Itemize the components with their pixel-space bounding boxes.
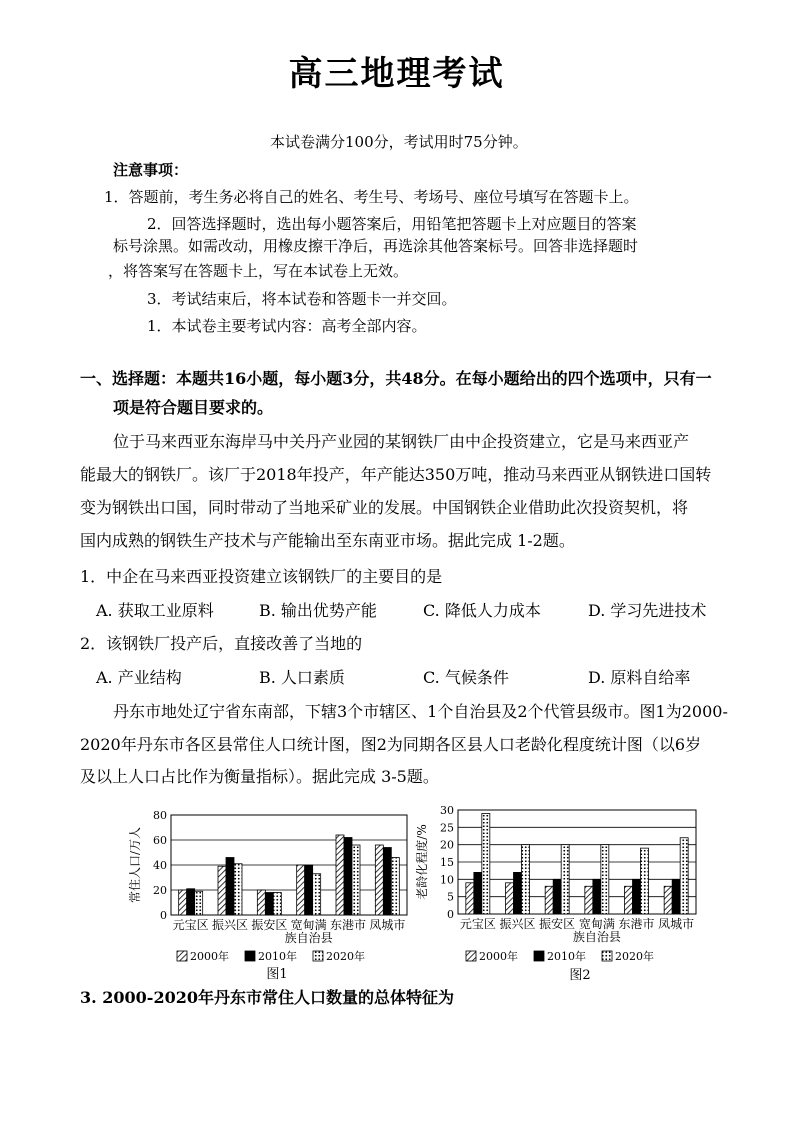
bar-2020年 [234,864,242,915]
bar-2000年 [506,883,514,914]
bar-2020年 [352,845,360,915]
y-tick-label: 0 [447,908,454,921]
aging-chart [412,800,712,990]
bar-2010年 [514,872,522,914]
legend-swatch [245,951,255,961]
x-tick-label: 族自治县 [572,930,621,944]
notice-item: ，将答案写在答题卡上，写在本试卷上无效。 [108,262,409,280]
y-tick-label: 5 [447,890,454,904]
bar-2010年 [593,879,601,914]
bar-2020年 [482,813,490,914]
passage-line: 2020年丹东市各区县常住人口统计图，图2为同期各区县人口老龄化程度统计图（以6岁 [80,735,702,754]
bar-2000年 [545,886,553,914]
bar-2000年 [625,886,633,914]
bar-2010年 [672,879,680,914]
legend-label: 2010年 [547,950,586,963]
bar-2010年 [305,865,313,915]
option-a: A. 获取工业原料 [96,601,214,620]
bar-2000年 [336,835,344,915]
x-tick-label: 族自治县 [284,931,333,945]
legend-label: 2000年 [479,950,518,963]
y-tick-label: 20 [440,838,454,852]
option-a: A. 产业结构 [96,668,182,687]
option-b: B. 人口素质 [259,668,345,687]
notice-item: 1．答题前，考生务必将自己的姓名、考生号、考场号、座位号填写在答题卡上。 [104,188,639,206]
notice-item: 标号涂黑。如需改动，用橡皮擦干净后，再选涂其他答案标号。回答非选择题时 [113,237,639,255]
passage-line: 丹东市地处辽宁省东南部，下辖3个市辖区、1个自治县及2个代管县级市。图1为2000- [113,702,728,721]
bar-2000年 [585,886,593,914]
bar-2020年 [273,893,281,916]
population-chart [125,800,425,990]
bar-2020年 [391,858,399,916]
y-tick-label: 80 [153,809,167,822]
page-title: 高三地理考试 [288,54,505,94]
bar-2010年 [226,858,234,916]
x-tick-label: 东港市 [329,918,367,932]
bar-2020年 [601,845,609,914]
y-tick-label: 25 [440,821,454,835]
bar-2010年 [383,848,391,916]
legend-swatch [313,951,323,961]
notice-heading: 注意事项： [113,161,189,179]
x-tick-label: 振安区 [539,917,576,931]
x-tick-label: 凤城市 [658,917,695,931]
y-tick-label: 30 [440,804,454,817]
section-heading-cont: 项是符合题目要求的。 [113,398,274,417]
bar-2010年 [344,838,352,916]
figure-caption: 图2 [569,968,591,983]
bar-2020年 [522,845,530,914]
passage-line: 及以上人口占比作为衡量指标）。据此完成 3-5题。 [80,767,439,786]
option-c: C. 降低人力成本 [423,601,541,620]
x-tick-label: 振兴区 [499,917,536,931]
passage-line: 变为钢铁出口国，同时带动了当地采矿业的发展。中国钢铁企业借助此次投资契机，将 [80,498,689,517]
x-tick-label: 宽甸满 [578,917,615,931]
option-d: D. 原料自给率 [588,668,691,687]
bar-2000年 [466,883,474,914]
question-stem: 3. 2000-2020年丹东市常住人口数量的总体特征为 [80,988,454,1007]
x-tick-label: 振兴区 [211,918,249,932]
bar-2000年 [297,865,305,915]
x-tick-label: 凤城市 [369,918,406,932]
notice-item: 3．考试结束后，将本试卷和答题卡一并交回。 [147,290,457,308]
bar-2020年 [561,845,569,914]
y-tick-label: 15 [440,856,454,869]
bar-2000年 [257,890,265,915]
option-d: D. 学习先进技术 [588,601,707,620]
legend-swatch [602,951,612,961]
x-tick-label: 东港市 [618,917,655,931]
legend-swatch [534,951,544,961]
notice-item: 1．本试卷主要考试内容：高考全部内容。 [147,317,427,335]
y-tick-label: 60 [153,834,167,847]
legend-swatch [466,951,476,961]
question-stem: 2．该钢铁厂投产后，直接改善了当地的 [80,634,363,653]
bar-2000年 [218,866,226,915]
notice-item: 2．回答选择题时，选出每小题答案后，用铅笔把答题卡上对应题目的答案 [147,215,637,233]
x-tick-label: 宽甸满 [290,918,327,932]
y-tick-label: 40 [153,859,167,872]
y-axis-label: 老龄化程度/% [415,824,429,900]
legend-label: 2020年 [326,950,365,963]
y-axis-label: 常住人口/万人 [128,826,142,904]
option-b: B. 输出优势产能 [259,601,377,620]
bar-2010年 [187,889,195,915]
legend-label: 2010年 [258,950,297,963]
x-tick-label: 振安区 [251,918,288,932]
bar-2020年 [641,848,649,914]
y-tick-label: 20 [153,884,167,897]
figure-caption: 图1 [266,967,288,982]
bar-2000年 [664,886,672,914]
legend-label: 2020年 [615,950,654,963]
legend-label: 2000年 [190,950,229,963]
y-tick-label: 0 [160,909,167,922]
bar-2010年 [265,893,273,916]
passage-line: 国内成熟的钢铁生产技术与产能输出至东南亚市场。据此完成 1-2题。 [80,531,575,550]
section-heading: 一、选择题：本题共16小题，每小题3分，共48分。在每小题给出的四个选项中，只有一 [80,369,712,388]
exam-intro: 本试卷满分100分，考试用时75分钟。 [270,133,528,151]
y-tick-label: 10 [440,873,454,887]
option-c: C. 气候条件 [423,668,509,687]
bar-2020年 [680,838,688,914]
bar-2020年 [195,891,203,915]
bar-2010年 [553,879,561,914]
bar-2020年 [313,874,321,915]
legend-swatch [177,951,187,961]
question-stem: 1．中企在马来西亚投资建立该钢铁厂的主要目的是 [80,567,443,586]
bar-2000年 [375,845,383,915]
passage-line: 能最大的钢铁厂。该厂于2018年投产，年产能达350万吨，推动马来西亚从钢铁进口国转 [80,465,712,484]
bar-2010年 [474,872,482,914]
x-tick-label: 元宝区 [172,918,209,932]
passage-line: 位于马来西亚东海岸马中关丹产业园的某钢铁厂由中企投资建立，它是马来西亚产 [113,432,690,451]
bar-2010年 [633,879,641,914]
bar-2000年 [179,890,187,915]
x-tick-label: 元宝区 [459,917,496,931]
